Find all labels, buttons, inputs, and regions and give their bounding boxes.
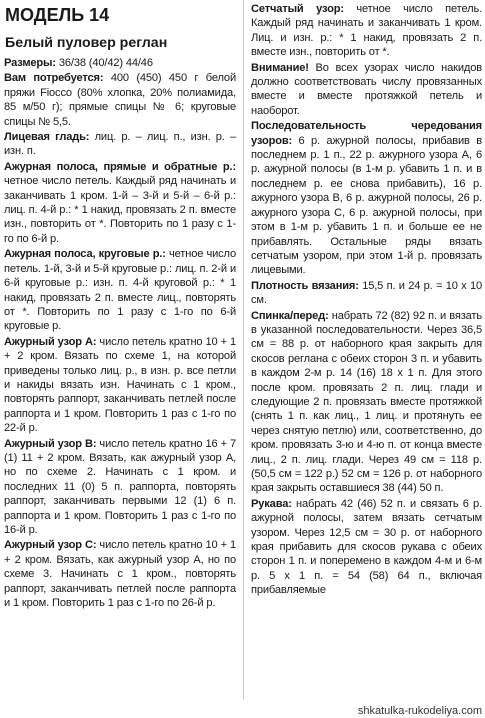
section-text: 36/38 (40/42) 44/46 <box>55 57 153 69</box>
section-text: число петель кратно 16 + 7 (1) 11 + 2 кром. Вязать, как ажурный узор А, но по схеме 2. Начинать с 1 кром. и последних 11 (0) 5 п. раппорта, повторять раппорт, заканчивать первыми 12 (1) 6 п. раппорта и 1 кром. Повторить 1 раз с 1-го по 16-й р. <box>4 437 237 536</box>
section-text: 400 (450) 450 г белой пряжи Fiocco (80% хлопка, 20% полиамида, 85 м/50 г); прямые спицы № 6; круговые спицы № 5,5. <box>4 72 236 128</box>
section-attention <box>251 61 482 119</box>
section-heading: Ажурный узор А: <box>4 335 97 348</box>
section-heading: Лицевая гладь: <box>4 131 90 144</box>
section-text: 6 р. ажурной полосы, прибавив в последнем р. 1 п., 22 р. ажурного узора А, 6 р. ажурной полосы (в 1-м р. убавить 1 п. и в последнем р. ее снова прибавить), 16 р. ажурного узора В, 6 р. ажурной полосы, 26 р. ажурного узора С, 6 р. ажурной полосы, при этом в 1-м р. убавить 1 п. и больше ее не прибавлять. Остальные ряды вязать сетчатым узором, при этом 1-й р. провязать лицевыми. <box>251 134 482 277</box>
section-mesh-pattern <box>251 2 482 60</box>
section-text: число петель кратно 10 + 1 + 2 кром. Вязать по схеме 1, на которой приведены только лиц. р., в изн. р. все петли и накиды вязать изн. Начинать с 1 кром., повторять раппорт, заканчивать петлей после раппорта и 1 кром. Повторить 1 раз с 1-го по 22-й р. <box>4 335 237 435</box>
section-text: четное число петель. Каждый ряд начинать и заканчивать 1 кром. Лиц. и изн. р.: * 1 накид, провязать 2 п. вместе изн., повторить от *. <box>251 3 483 59</box>
watermark-site: shkatulka-rukodeliya.com <box>355 705 482 717</box>
section-text: лиц. р. – лиц. п., изн. р. – изн. п. <box>4 131 236 158</box>
section-text: четное число петель. Каждый ряд начинать и заканчивать 1 кром. 1-й – 3-й и 5-й – 6-й р.: лиц. п. 4-й р.: * 1 накид, провязать 2 п. вместе изн., повторить от *. Повторить по 1 разу с 1-го по 6-й р. <box>4 175 236 245</box>
section-heading: Ажурная полоса, круговые р.: <box>4 248 166 261</box>
section-heading: Рукава: <box>251 497 292 510</box>
section-heading: Плотность вязания: <box>251 279 359 292</box>
section-text: четное число петель. 1-й, 3-й и 5-й круговые р.: лиц. п. 2-й и 6-й круговые р.: изн. п. 4-й круговой р.: * 1 накид, провязать 2 п. вместе лиц., повторять от *. Повторить по 1 разу с 1-го по 6-й круговые р. <box>4 248 236 333</box>
section-text: число петель кратно 10 + 1 + 2 кром. Вязать, как ажурный узор А, но по схеме 3. Начинать с 1 кром., повторять раппорт, заканчивать петлей после раппорта и 1 кром. Повторить 1 раз с 1-го по 26-й р. <box>4 539 237 610</box>
section-heading: Вам потребуется: <box>4 72 104 85</box>
section-heading: Спинка/перед: <box>251 309 329 322</box>
section-heading: Сетчатый узор: <box>251 3 344 15</box>
section-heading: Ажурный узор В: <box>4 437 97 450</box>
section-text: набрать 72 (82) 92 п. и вязать в указанной последовательности. Через 36,5 см = 88 р. от наборного края закрыть для скосов реглана с обеих сторон 3 п. и убавить в каждом 2-м р. 14 (16) 18 х 1 п. Для этого после кром. провязать 2 п. лиц. глади и следующие 2 п. провязать вместе протяжкой (снять 1 п. как лиц., 1 лиц. и протянуть ее через снятую петлю) или, соответственно, до кром. провязать 3-ю и 4-ю п. от конца вместе лиц., 2 п. лиц. глади. Через 49 см = 118 р. (50,5 см = 122 р.) 52 см = 126 р. от наборного края закрыть оставшиеся 38 (44) 50 п. <box>251 309 482 495</box>
section-lace-pattern-b <box>4 437 236 538</box>
section-heading: Ажурная полоса, прямые и обратные р.: <box>4 160 236 173</box>
section-gauge <box>251 279 482 308</box>
left-column <box>4 4 236 610</box>
section-back-front <box>251 309 482 496</box>
column-divider <box>243 0 244 700</box>
section-heading: Внимание! <box>251 61 309 74</box>
section-text: 15,5 п. и 24 р. = 10 х 10 см. <box>251 279 483 307</box>
section-heading: Размеры: <box>4 57 56 69</box>
section-sizes <box>4 56 236 70</box>
pattern-title: Белый пуловер реглан <box>5 35 168 51</box>
section-lace-stripe-flat <box>4 160 236 246</box>
model-title: МОДЕЛЬ 14 <box>5 5 110 25</box>
section-pattern-sequence <box>251 119 482 277</box>
right-column <box>251 2 482 598</box>
section-heading: Ажурный узор С: <box>4 539 97 552</box>
section-stockinette <box>4 130 236 159</box>
section-sleeves <box>251 497 482 598</box>
section-lace-pattern-a <box>4 335 236 436</box>
section-text: набрать 42 (46) 52 п. и связать 6 р. ажурной полосы, затем вязать сетчатым узором. Через 12,5 см = 30 р. от наборного края прибавить для скосов рукава с обеих сторон 1 п. и поперемено в каждом 4-м и 6-м р. 5 х 1 п. = 54 (58) 64 п., включая прибавляемые <box>251 497 482 597</box>
section-text: Во всех узорах число накидов должно соответствовать числу провязанных вместе и вместе протяжкой петель и наоборот. <box>251 61 482 117</box>
section-lace-stripe-round <box>4 247 236 333</box>
section-lace-pattern-c <box>4 538 236 610</box>
section-materials <box>4 71 236 129</box>
section-heading: Последовательность чередования узоров: <box>251 120 482 147</box>
